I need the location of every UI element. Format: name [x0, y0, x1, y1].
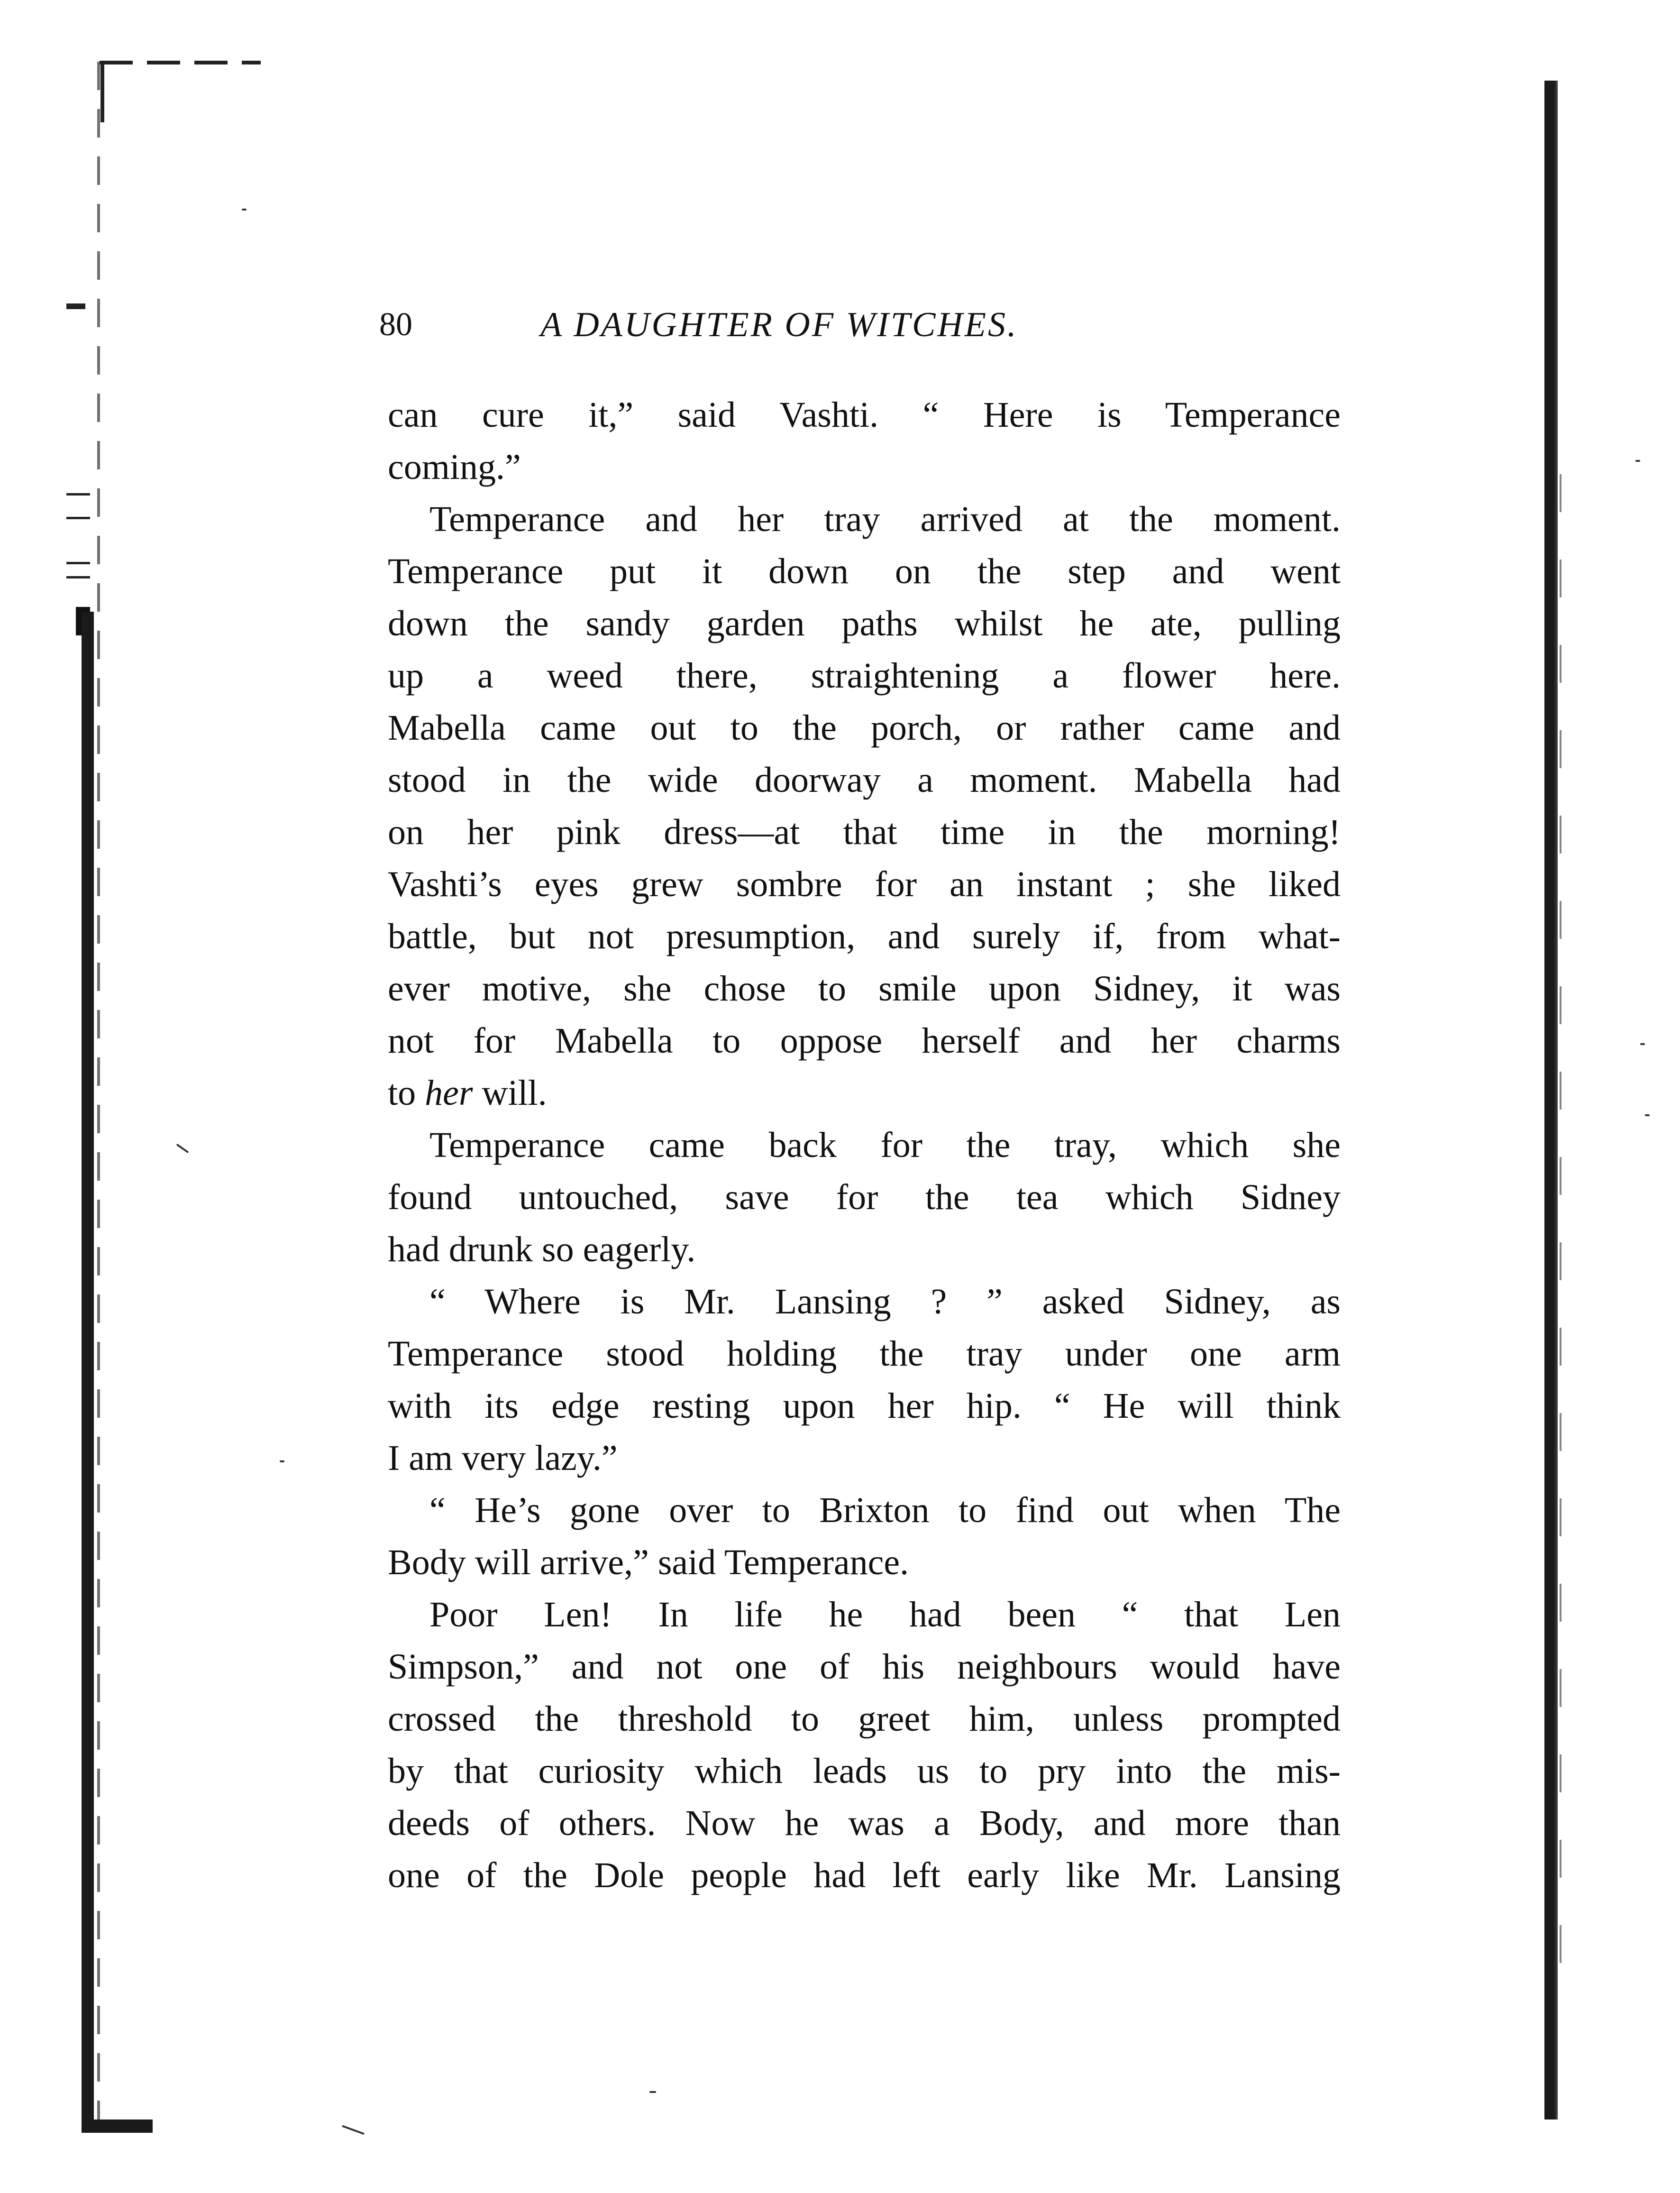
paragraph-start-line: Poor Len! In life he had been “ that Len [429, 1595, 1341, 1634]
text-segment: will. [482, 1073, 547, 1113]
text-line: Simpson,” and not one of his neighbours would have [388, 1647, 1341, 1687]
scan-speck [1640, 1043, 1645, 1045]
text-line: I am very lazy.” [388, 1438, 618, 1478]
text-line: crossed the threshold to greet him, unless prompted [388, 1699, 1341, 1739]
scan-edge-right-thin [1560, 474, 1561, 1991]
text-line: by that curiosity which leads us to pry into the mis- [388, 1751, 1341, 1791]
scan-speck [242, 209, 247, 211]
text-line: Temperance stood holding the tray under one arm [388, 1334, 1341, 1374]
emphasized-word: her [425, 1073, 473, 1113]
scan-speck [280, 1460, 284, 1462]
paragraph-start-line: “ He’s gone over to Brixton to find out when The [429, 1490, 1341, 1530]
text-line: had drunk so eagerly. [388, 1230, 696, 1269]
text-line: ever motive, she chose to smile upon Sidney, it was [388, 969, 1341, 1009]
text-line: Temperance put it down on the step and went [388, 551, 1341, 591]
body-text [388, 389, 1341, 1901]
text-line: stood in the wide doorway a moment. Mabella had [388, 760, 1341, 800]
page-number: 80 [379, 306, 412, 343]
text-line: not for Mabella to oppose herself and her charms [388, 1021, 1341, 1061]
text-line: Mabella came out to the porch, or rather came and [388, 708, 1341, 748]
paragraph-start-line: Temperance and her tray arrived at the moment. [429, 499, 1341, 539]
text-line: Vashti’s eyes grew sombre for an instant ; she liked [388, 864, 1341, 904]
running-header [370, 303, 1242, 346]
scan-speck [1635, 460, 1640, 462]
text-line: battle, but not presumption, and surely if, from what- [388, 917, 1341, 956]
text-segment: to [388, 1073, 416, 1113]
text-line: can cure it,” said Vashti. “ Here is Temperance [388, 395, 1341, 435]
scan-edge-left [82, 612, 94, 2129]
paragraph-start-line: Temperance came back for the tray, which she [429, 1125, 1341, 1165]
scan-edge-bottom [82, 2120, 153, 2133]
scan-edge-top [100, 61, 261, 64]
scan-mark [66, 303, 85, 309]
scan-mark [66, 576, 90, 578]
running-title: A DAUGHTER OF WITCHES. [540, 305, 1018, 344]
text-line: on her pink dress—at that time in the morning! [388, 812, 1341, 852]
text-line: coming.” [388, 447, 521, 487]
text-line: down the sandy garden paths whilst he ate, pulling [388, 604, 1341, 643]
text-line: deeds of others. Now he was a Body, and more than [388, 1803, 1341, 1843]
text-line: up a weed there, straightening a flower here. [388, 656, 1341, 696]
scan-speck [649, 2091, 656, 2093]
text-line [388, 1067, 1341, 1119]
scan-edge-corner [100, 61, 104, 122]
scan-speck [1645, 1114, 1650, 1116]
text-line: found untouched, save for the tea which Sidney [388, 1177, 1341, 1217]
scan-edge-left-thin [97, 62, 100, 2124]
text-line: one of the Dole people had left early like Mr. Lansing [388, 1855, 1341, 1895]
paragraph-start-line: “ Where is Mr. Lansing ? ” asked Sidney, as [429, 1282, 1341, 1321]
scan-mark [66, 493, 90, 495]
text-line: Body will arrive,” said Temperance. [388, 1542, 909, 1582]
scan-speck [342, 2125, 365, 2135]
text-line: with its edge resting upon her hip. “ He will think [388, 1386, 1341, 1426]
scan-mark [66, 517, 90, 519]
scan-speck [176, 1144, 189, 1153]
scan-edge-right [1544, 81, 1558, 2120]
scan-mark [66, 562, 90, 564]
